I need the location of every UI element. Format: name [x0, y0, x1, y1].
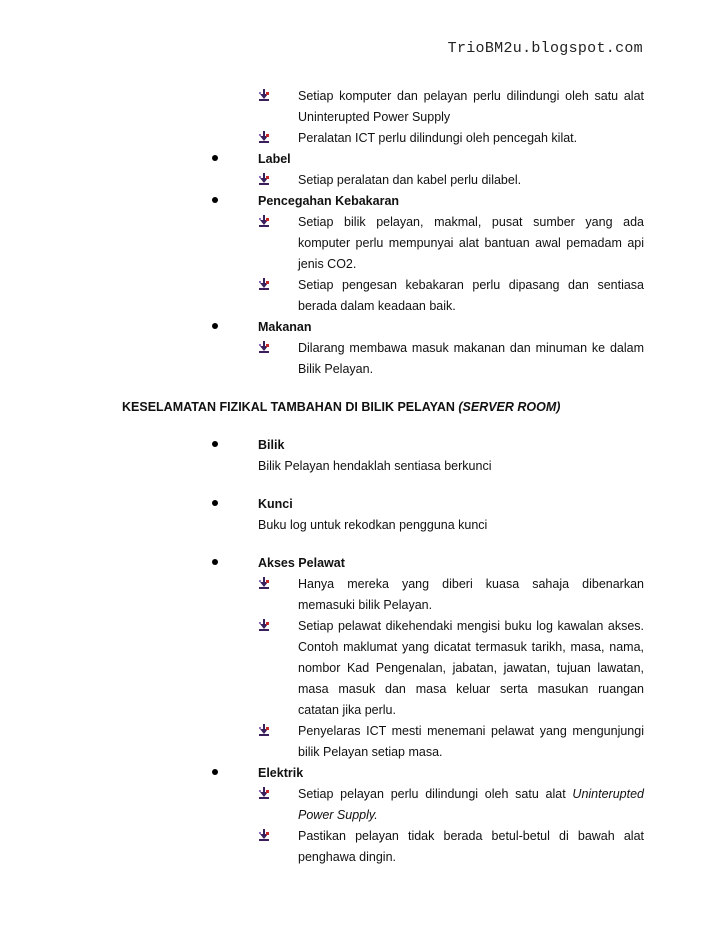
group-elektrik [258, 763, 644, 868]
bullet-icon [212, 500, 218, 506]
group-title: Bilik [258, 438, 285, 452]
group-pencegahan-kebakaran [258, 191, 644, 317]
list-item: Dilarang membawa masuk makanan dan minuman ke dalam Bilik Pelayan. [298, 338, 644, 380]
arrow-bullet-icon [258, 724, 270, 736]
arrow-bullet-icon [258, 173, 270, 185]
list-item: Peralatan ICT perlu dilindungi oleh pencegah kilat. [298, 128, 644, 149]
arrow-bullet-icon [258, 89, 270, 101]
list-item: Setiap pelawat dikehendaki mengisi buku log kawalan akses. Contoh maklumat yang dicatat termasuk tarikh, masa, nama, nombor Kad Pengenalan, jabatan, jawatan, tujuan lawatan, masa masuk dan masa keluar serta masukan ruangan catatan jika perlu. [298, 616, 644, 721]
group-title: Pencegahan Kebakaran [258, 194, 400, 208]
group-text: Buku log untuk rekodkan pengguna kunci [258, 518, 488, 532]
list-item: Setiap komputer dan pelayan perlu dilindungi oleh satu alat Uninterupted Power Supply [298, 86, 644, 128]
bullet-icon [212, 323, 218, 329]
bullet-icon [212, 559, 218, 565]
list-item: Setiap pelayan perlu dilindungi oleh satu alat Uninterupted Power Supply. [298, 784, 644, 826]
document-body [0, 86, 728, 868]
group-title: Label [258, 152, 291, 166]
bullet-icon [212, 155, 218, 161]
list-item: Hanya mereka yang diberi kuasa sahaja dibenarkan memasuki bilik Pelayan. [298, 574, 644, 616]
bullet-icon [212, 197, 218, 203]
arrow-bullet-icon [258, 278, 270, 290]
group-text: Bilik Pelayan hendaklah sentiasa berkunci [258, 459, 492, 473]
group-title: Makanan [258, 320, 312, 334]
arrow-bullet-icon [258, 787, 270, 799]
arrow-bullet-icon [258, 215, 270, 227]
section-heading: KESELAMATAN FIZIKAL TAMBAHAN DI BILIK PELAYAN (SERVER ROOM) [122, 400, 561, 414]
bullet-icon [212, 441, 218, 447]
group-title: Kunci [258, 497, 293, 511]
arrow-bullet-icon [258, 619, 270, 631]
group-label [258, 149, 644, 191]
list-item: Penyelaras ICT mesti menemani pelawat yang mengunjungi bilik Pelayan setiap masa. [298, 721, 644, 763]
group-kunci [258, 494, 644, 536]
arrow-bullet-icon [258, 341, 270, 353]
blog-header: TrioBM2u.blogspot.com [447, 40, 643, 57]
arrow-bullet-icon [258, 829, 270, 841]
bullet-icon [212, 769, 218, 775]
group-title: Elektrik [258, 766, 304, 780]
continued-list [258, 86, 644, 149]
group-akses-pelawat [258, 553, 644, 763]
group-makanan [258, 317, 644, 380]
group-title: Akses Pelawat [258, 556, 345, 570]
arrow-bullet-icon [258, 577, 270, 589]
list-item: Pastikan pelayan tidak berada betul-betul di bawah alat penghawa dingin. [298, 826, 644, 868]
list-item: Setiap peralatan dan kabel perlu dilabel. [298, 170, 644, 191]
list-item: Setiap pengesan kebakaran perlu dipasang dan sentiasa berada dalam keadaan baik. [298, 275, 644, 317]
group-bilik [258, 435, 644, 477]
arrow-bullet-icon [258, 131, 270, 143]
list-item: Setiap bilik pelayan, makmal, pusat sumber yang ada komputer perlu mempunyai alat bantuan awal pemadam api jenis CO2. [298, 212, 644, 275]
